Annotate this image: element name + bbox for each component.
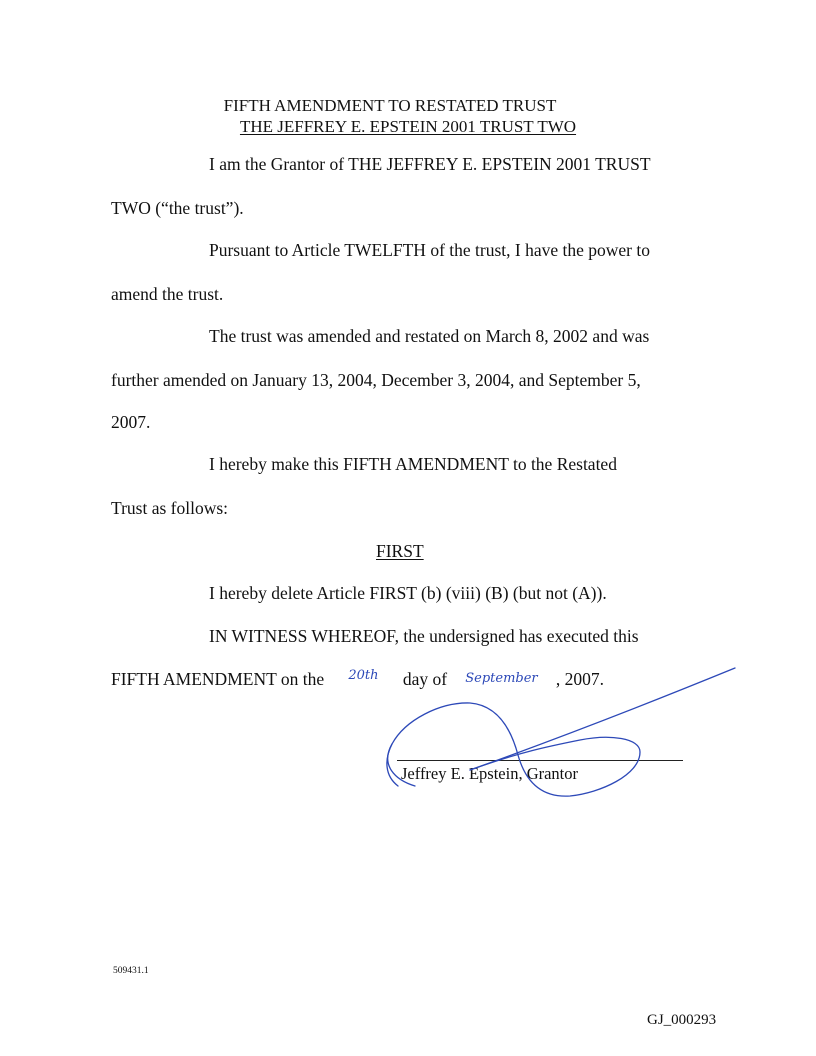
para4-line2: Trust as follows: [111, 498, 229, 518]
para2-line2: amend the trust. [111, 284, 224, 304]
bates-number: GJ_000293 [647, 1012, 717, 1028]
para2-line1: Pursuant to Article TWELFTH of the trust, I have the power to [209, 240, 650, 260]
witness-suffix: , 2007. [555, 669, 604, 689]
witness-line1: IN WITNESS WHEREOF, the undersigned has executed this [209, 626, 639, 646]
para3-line1: The trust was amended and restated on March 8, 2002 and was [209, 326, 650, 346]
para4-line1: I hereby make this FIFTH AMENDMENT to the Restated [209, 454, 617, 474]
document-number: 509431.1 [113, 966, 149, 976]
witness-mid: day of [402, 669, 448, 689]
title-text-2: THE JEFFREY E. EPSTEIN 2001 TRUST TWO [239, 117, 577, 136]
para1-line2: TWO (“the trust”). [111, 198, 244, 218]
handwritten-month: September [465, 671, 538, 686]
witness-prefix: FIFTH AMENDMENT on the [111, 669, 325, 689]
section-text: I hereby delete Article FIRST (b) (viii) (B) (but not (A)). [209, 583, 607, 603]
section-heading: FIRST [376, 541, 424, 561]
para3-line2: further amended on January 13, 2004, December 3, 2004, and September 5, [111, 370, 641, 390]
title-line-1 [0, 97, 816, 114]
signature-caption: Jeffrey E. Epstein, Grantor [401, 764, 579, 783]
para1-line1: I am the Grantor of THE JEFFREY E. EPSTEIN 2001 TRUST [209, 154, 651, 174]
title-line-2 [0, 118, 816, 135]
signature-tail-stroke [387, 744, 398, 786]
witness-line2 [111, 668, 604, 689]
handwritten-day: 20th [348, 668, 379, 683]
title-text-1: FIFTH AMENDMENT TO RESTATED TRUST [223, 96, 557, 115]
signature-line [397, 760, 683, 761]
para3-line3: 2007. [111, 412, 151, 432]
